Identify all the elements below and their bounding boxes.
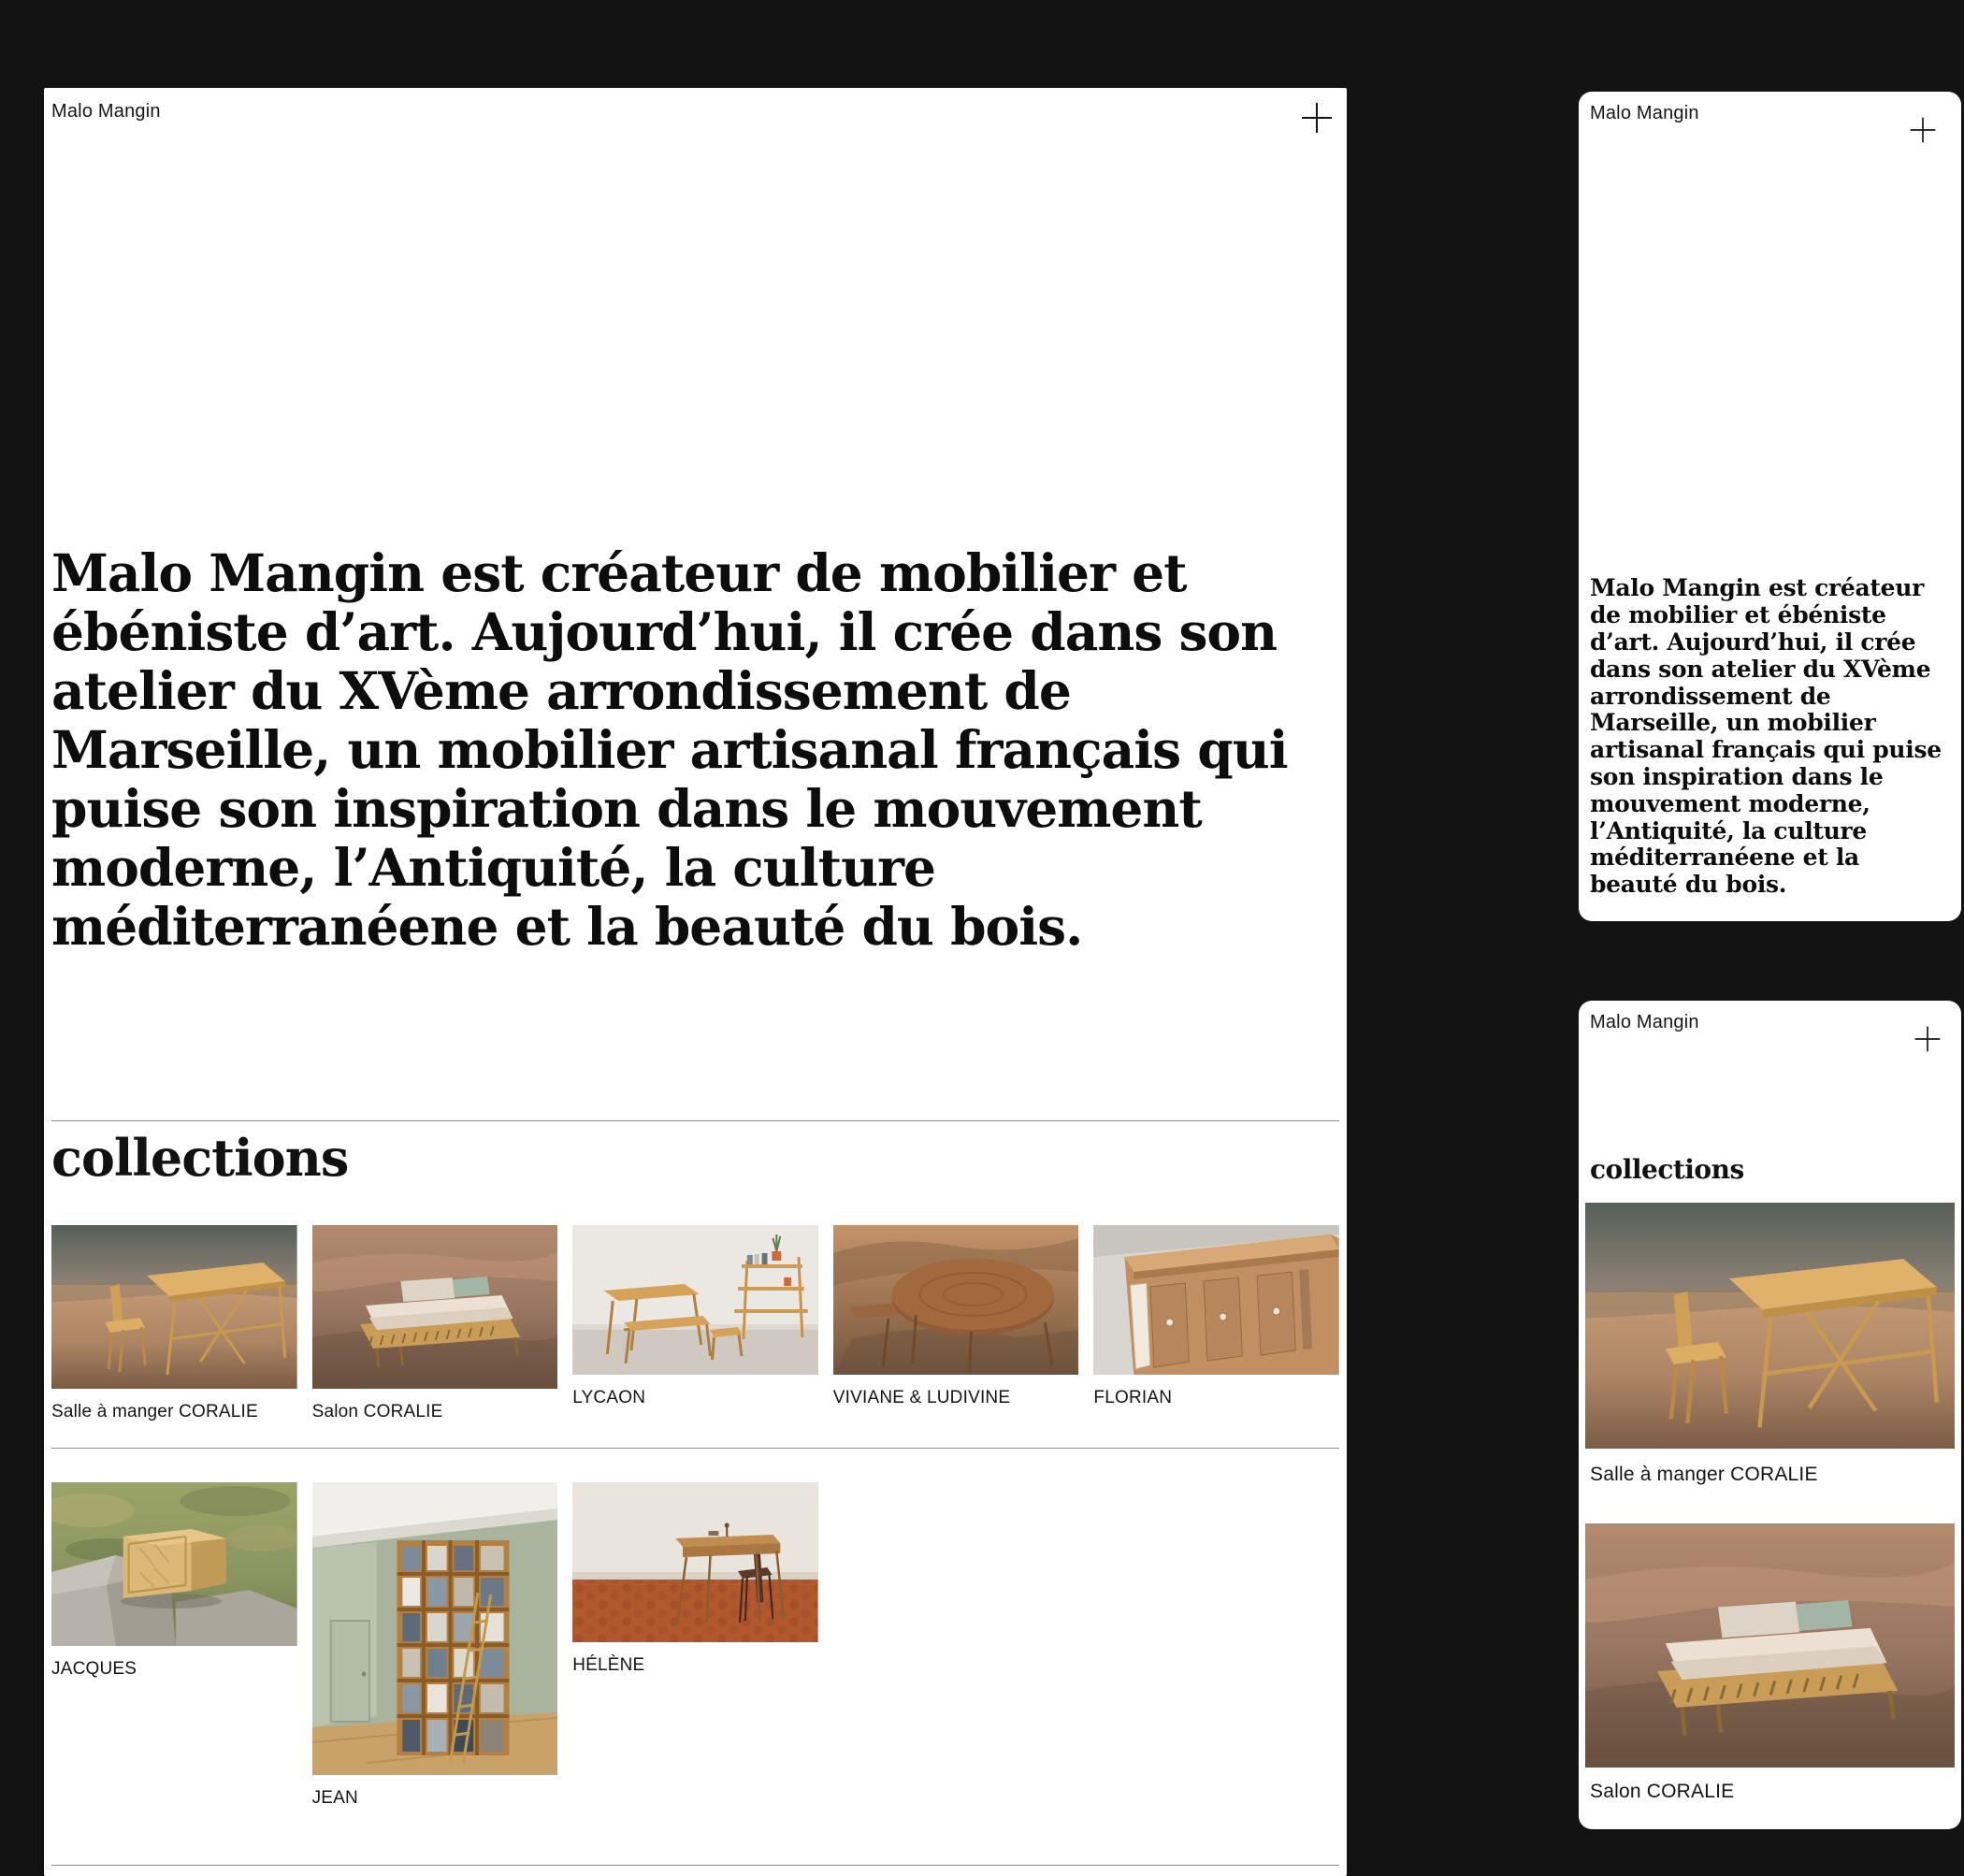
mobile-mockup-collections-panel [1579,1001,1961,1829]
intro-text: Malo Mangin est créateur de mobilier et ébéniste d’art. Aujourd’hui, il crée dans son atelier du XVème arrondissement de Marseille, un mobilier artisanal français qui puise son inspiration dans le mouvement moderne, l’Antiquité, la culture méditerranéene et la beauté du bois. [51,542,1288,957]
collections-heading: collections [1590,1154,1744,1185]
collection-card[interactable] [51,1482,297,1680]
photo-florian [1093,1225,1339,1375]
photo-viviane-ludivine [833,1225,1079,1375]
collection-card[interactable] [833,1225,1079,1408]
photo-helene [572,1482,818,1642]
collection-caption: JACQUES [51,1659,137,1679]
site-header [1590,1010,1955,1034]
photo-salon-coralie [1585,1523,1955,1768]
collection-caption: JEAN [311,1788,358,1808]
collection-card[interactable] [312,1482,558,1809]
site-header [51,88,1339,125]
photo-salle-a-manger-coralie [1585,1203,1955,1449]
plus-icon[interactable] [1909,116,1937,144]
collections-grid-row-2 [51,1482,1339,1809]
site-header [1590,101,1950,125]
mobile-mockup-intro-panel [1579,92,1961,921]
collection-card[interactable] [572,1482,818,1676]
divider [51,1120,1339,1121]
collections-grid-row-1 [51,1225,1339,1422]
plus-icon[interactable] [1300,101,1334,135]
collection-caption: Salle à manger CORALIE [1590,1464,1818,1485]
photo-jean [312,1482,558,1775]
brand-logo[interactable]: Malo Mangin [1590,1012,1699,1032]
brand-logo[interactable]: Malo Mangin [51,101,161,122]
photo-jacques [51,1482,297,1646]
collection-caption: LYCAON [572,1388,646,1407]
photo-salle-a-manger-coralie [51,1225,297,1389]
collection-caption: FLORIAN [1093,1388,1173,1407]
collections-heading: collections [51,1128,349,1188]
collection-card[interactable] [1093,1225,1339,1408]
collection-card[interactable] [312,1225,558,1422]
collection-caption: Salon CORALIE [311,1402,443,1421]
collection-caption: HÉLÈNE [572,1655,645,1675]
plus-icon[interactable] [1913,1025,1942,1053]
intro-text: Malo Mangin est créateur de mobilier et ébéniste d’art. Aujourd’hui, il crée dans son atelier du XVème arrondissement de Marseille, un mobilier artisanal français qui puise son inspiration dans le mouvement moderne, l’Antiquité, la culture méditerranéene et la beauté du bois. [1590,574,1942,899]
desktop-mockup-panel [44,88,1347,1876]
divider [51,1865,1339,1866]
collection-card[interactable] [572,1225,818,1408]
photo-salon-coralie [312,1225,558,1389]
collection-card[interactable] [51,1225,297,1422]
divider [51,1448,1339,1449]
collection-card[interactable] [1585,1203,1955,1486]
collection-caption: Salon CORALIE [1590,1781,1735,1802]
brand-logo[interactable]: Malo Mangin [1590,103,1699,123]
collection-caption: Salle à manger CORALIE [51,1402,258,1421]
collection-caption: VIVIANE & LUDIVINE [832,1388,1011,1407]
photo-lycaon [572,1225,818,1375]
collection-card[interactable] [1585,1523,1955,1803]
